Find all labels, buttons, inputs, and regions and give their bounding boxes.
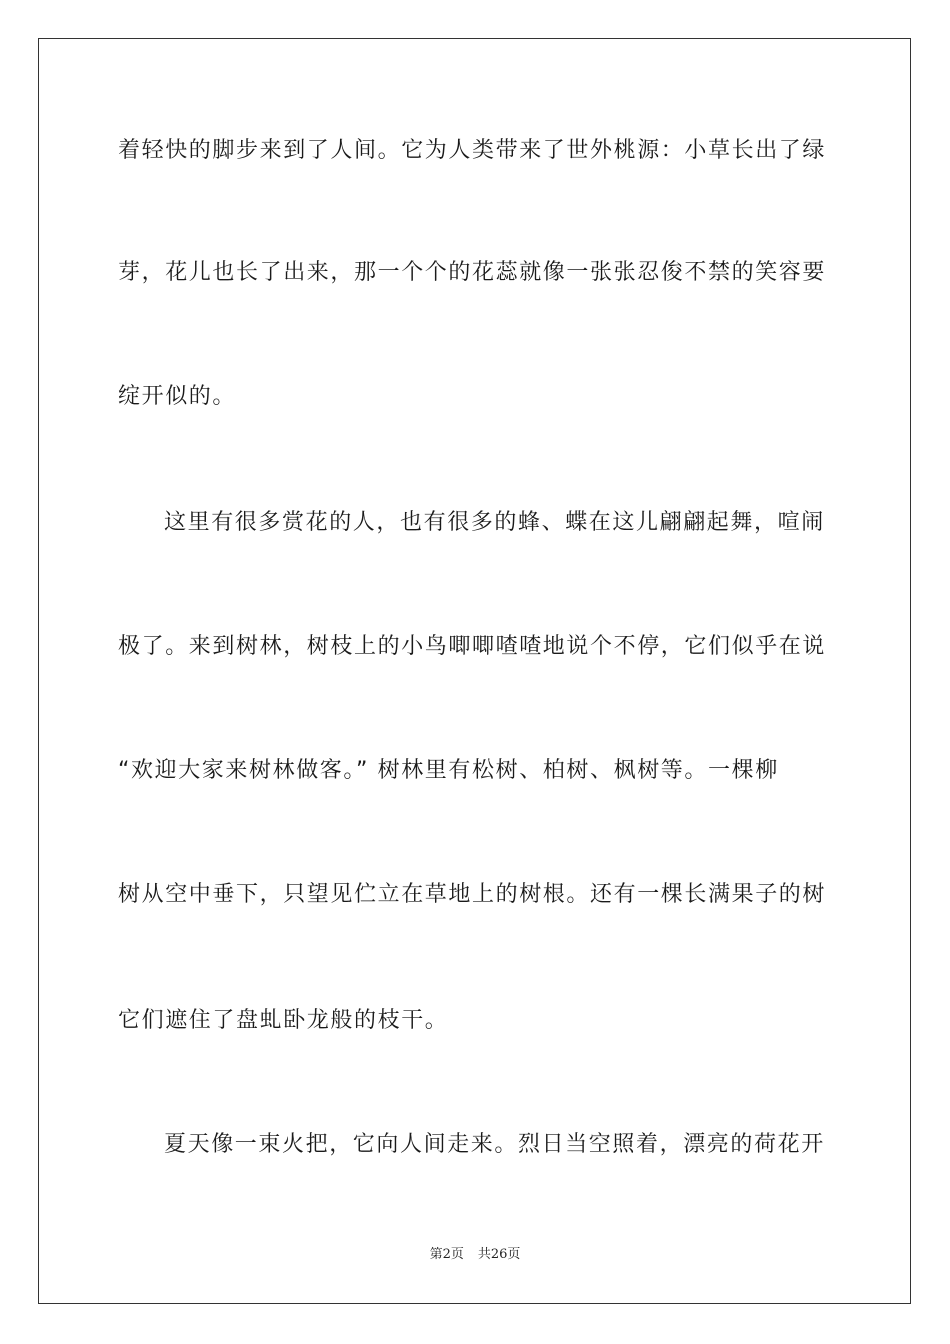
text-line: 着轻快的脚步来到了人间。它为人类带来了世外桃源：小草长出了绿: [118, 138, 827, 163]
page-border: [38, 38, 911, 1304]
page-total: 共26页: [477, 1247, 521, 1262]
text-line: 它们遮住了盘虬卧龙般的枝干。: [118, 1008, 449, 1033]
text-line: “欢迎大家来树林做客。” 树林里有松树、柏树、枫树等。一棵柳: [118, 758, 779, 783]
page-footer: [0, 1246, 950, 1264]
text-line: 极了。来到树林，树枝上的小鸟唧唧喳喳地说个不停，它们似乎在说: [118, 634, 827, 659]
text-line: 树从空中垂下，只望见伫立在草地上的树根。还有一棵长满果子的树: [118, 882, 827, 907]
text-line: 芽，花儿也长了出来，那一个个的花蕊就像一张张忍俊不禁的笑容要: [118, 260, 827, 285]
paragraph-start-line: 这里有很多赏花的人，也有很多的蜂、蝶在这儿翩翩起舞，喧闹: [164, 510, 825, 535]
text-line: 绽开似的。: [118, 384, 237, 409]
page-number: 第2页: [429, 1247, 464, 1262]
paragraph-start-line: 夏天像一束火把，它向人间走来。烈日当空照着，漂亮的荷花开: [164, 1132, 825, 1157]
